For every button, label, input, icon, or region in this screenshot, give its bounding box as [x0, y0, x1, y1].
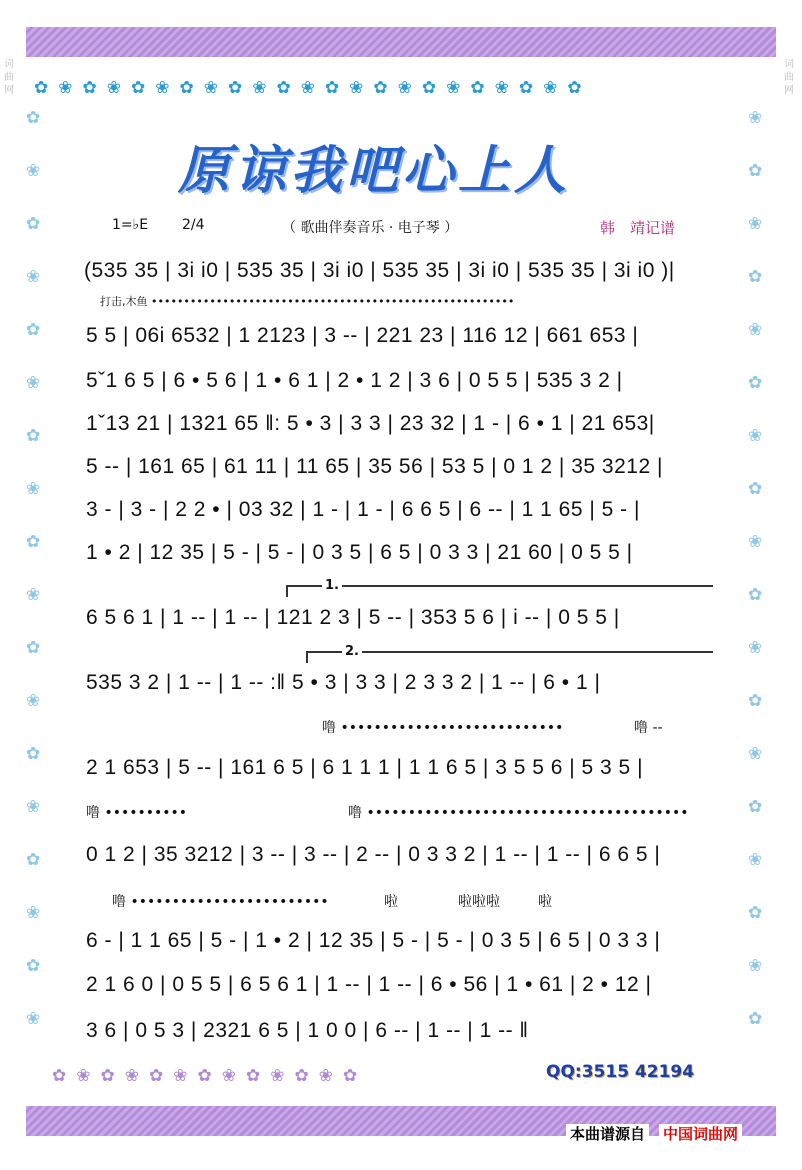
lyric-11d: 啦 — [538, 894, 552, 910]
time-signature: 2/4 — [182, 217, 205, 233]
lyric-10b: 噜 ••••••••••••••••••••••••••••••••••••••• — [348, 805, 689, 821]
lyric-9a: 噜 ••••••••••••••••••••••••••• — [322, 720, 564, 736]
notation-line-3: 5ˇ1 6 5 | 6 • 5 6 | 1 • 6 1 | 2 • 1 2 | 3 6 | 0 5 5 | 535 3 2 | — [86, 369, 623, 392]
bottom-flower-border: ✿❀✿❀✿❀✿❀✿❀✿❀✿ — [52, 1066, 368, 1086]
top-decorative-band — [26, 27, 776, 57]
second-ending-bracket: 2. — [306, 651, 713, 663]
notation-line-6: 3 - | 3 - | 2 2 • | 03 32 | 1 - | 1 - | 6 6 5 | 6 -- | 1 1 65 | 5 - | — [86, 498, 640, 521]
top-flower-border: ✿❀✿❀✿❀✿❀✿❀✿❀✿❀✿❀✿❀✿❀✿❀✿ — [34, 78, 592, 98]
footer-site-link[interactable]: 中国词曲网 — [659, 1124, 742, 1144]
arranger-credit: 韩 靖记谱 — [600, 219, 676, 237]
notation-line-9: 535 3 2 | 1 -- | 1 -- :‖ 5 • 3 | 3 3 | 2 3 3 2 | 1 -- | 6 • 1 | — [86, 671, 601, 694]
notation-line-11: 0 1 2 | 35 3212 | 3 -- | 3 -- | 2 -- | 0 3 3 2 | 1 -- | 1 -- | 6 6 5 | — [86, 843, 661, 866]
footer-credit — [566, 1123, 742, 1144]
right-flower-border: ❀ ✿ ❀ ✿ ❀ ✿ ❀ ✿ ❀ ✿ ❀ ✿ ❀ ✿ ❀ ✿ ❀ ✿ — [748, 108, 773, 1029]
left-watermark: 词曲网 — [4, 59, 14, 96]
song-title: 原谅我吧心上人 — [178, 140, 571, 201]
qq-contact: QQ:3515 42194 — [546, 1062, 695, 1082]
footer-source-label: 本曲谱源自 — [566, 1124, 649, 1144]
genre-note: （ 歌曲伴奏音乐 · 电子琴 ） — [282, 220, 459, 236]
first-ending-bracket: 1. — [286, 585, 713, 597]
percussion-note: 打击,木鱼 •••••••••••••••••••••••••••••••••••••••••••••••••••••••• — [100, 295, 515, 308]
lyric-11c: 啦啦啦 — [458, 894, 500, 910]
notation-line-8: 6 5 6 1 | 1 -- | 1 -- | 121 2 3 | 5 -- | 353 5 6 | i -- | 0 5 5 | — [86, 606, 620, 629]
right-watermark: 词曲网 — [784, 59, 794, 96]
left-flower-border: ✿ ❀ ✿ ❀ ✿ ❀ ✿ ❀ ✿ ❀ ✿ ❀ ✿ ❀ ✿ ❀ ✿ ❀ — [26, 108, 51, 1029]
lyric-10a: 噜 •••••••••• — [86, 805, 188, 821]
notation-line-10: 2 1 653 | 5 -- | 161 6 5 | 6 1 1 1 | 1 1 6 5 | 3 5 5 6 | 5 3 5 | — [86, 756, 644, 779]
lyric-11a: 噜 •••••••••••••••••••••••• — [112, 894, 329, 910]
notation-line-7: 1 • 2 | 12 35 | 5 - | 5 - | 0 3 5 | 6 5 | 0 3 3 | 21 60 | 0 5 5 | — [86, 541, 633, 564]
notation-line-1: (535 35 | 3i i0 | 535 35 | 3i i0 | 535 35 | 3i i0 | 535 35 | 3i i0 )| — [84, 259, 675, 282]
lyric-11b: 啦 — [384, 894, 398, 910]
lyric-9b: 噜 -- — [634, 720, 663, 736]
notation-line-14: 3 6 | 0 5 3 | 2321 6 5 | 1 0 0 | 6 -- | 1 -- | 1 -- ‖ — [86, 1019, 529, 1042]
notation-line-12: 6 - | 1 1 65 | 5 - | 1 • 2 | 12 35 | 5 - | 5 - | 0 3 5 | 6 5 | 0 3 3 | — [86, 929, 661, 952]
notation-line-5: 5 -- | 161 65 | 61 11 | 11 65 | 35 56 | 53 5 | 0 1 2 | 35 3212 | — [86, 455, 663, 478]
key-signature: 1=♭E — [112, 217, 149, 233]
notation-line-2: 5 5 | 06i 6532 | 1 2123 | 3 -- | 221 23 | 116 12 | 661 653 | — [86, 324, 639, 347]
notation-line-4: 1ˇ13 21 | 1321 65 ‖: 5 • 3 | 3 3 | 23 32 | 1 - | 6 • 1 | 21 653| — [86, 412, 655, 435]
notation-line-13: 2 1 6 0 | 0 5 5 | 6 5 6 1 | 1 -- | 1 -- | 6 • 56 | 1 • 61 | 2 • 12 | — [86, 973, 652, 996]
